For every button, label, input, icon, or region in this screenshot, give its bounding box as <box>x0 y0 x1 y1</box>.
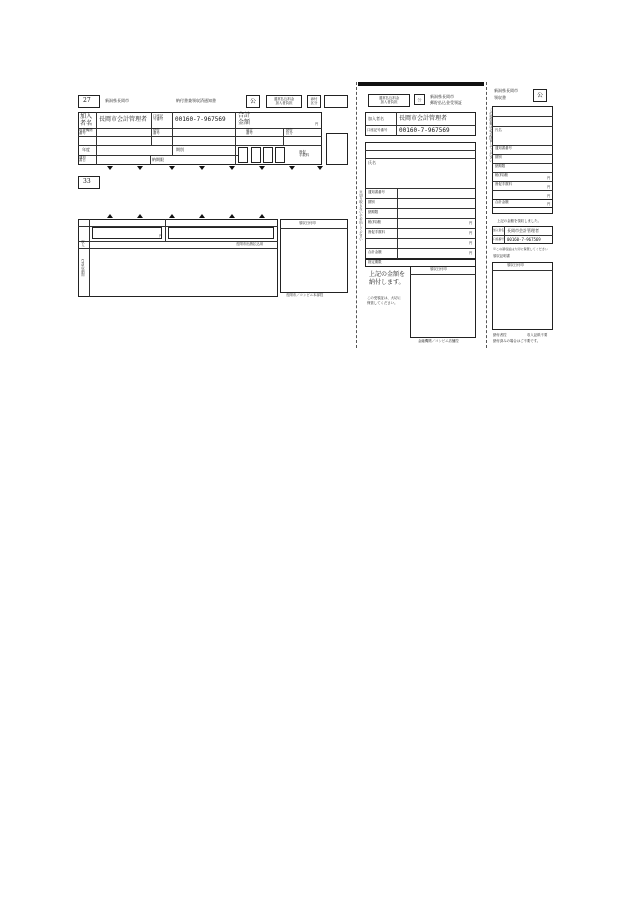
stub-cvs-label: CVS収納用 <box>80 259 85 277</box>
mid-detail-table <box>365 142 476 259</box>
stub-yen: 円 <box>159 234 163 238</box>
top-bar <box>358 82 484 86</box>
mid-receipt-stamp-box <box>410 266 476 338</box>
paid-msg-1: 上記の金額を <box>369 271 406 278</box>
mid-fee-badge: 通常払込料金 加入者負担 <box>368 94 410 107</box>
right-table <box>492 106 553 214</box>
right-payee-name: 長岡市会計管理者 <box>507 228 539 233</box>
mid-public-mark: 公 <box>414 94 425 105</box>
right-payee-label: 加入者名 <box>493 228 504 232</box>
mid-row-due: 納期限 <box>368 210 379 214</box>
right-row-notice: 通知書番号 <box>495 146 512 150</box>
due-date-label: 納期限 <box>152 157 164 162</box>
right-name-label: 氏名 <box>495 128 502 132</box>
mid-row-deadline: 指定期限 <box>368 260 382 264</box>
right-title: 領収書 <box>494 95 506 100</box>
issuer: 新潟県長岡市 <box>105 98 129 103</box>
mid-yen-1: 円 <box>469 221 473 225</box>
mid-payee-name: 長岡市会計管理者 <box>399 115 448 122</box>
account-number: 00160-7-967569 <box>175 116 226 123</box>
mid-side-note: ※切り取らないでお出しください <box>358 190 363 241</box>
right-footer-3: 納付済みの場合はご不要です。 <box>493 339 541 343</box>
mid-row-installment: 期別 <box>368 200 375 204</box>
right-row-installment: 期別 <box>495 155 502 159</box>
right-receipt-stamp-box <box>492 262 553 330</box>
mid-name-label: 氏名 <box>368 160 376 165</box>
right-public-mark: 公 <box>533 89 547 102</box>
perforation-left <box>356 82 357 348</box>
mid-row-tax: 税(料)額 <box>368 220 381 224</box>
mid-yen-3: 円 <box>469 241 473 245</box>
mid-yen-4: 円 <box>469 251 473 255</box>
public-mark: 公 <box>246 95 260 108</box>
attach-badge: 添付 区分 <box>307 95 321 108</box>
right-yen-3: 円 <box>547 194 551 198</box>
mid-footer: 金融機関／コンビニ店舗控 <box>418 339 459 343</box>
installment-label: 期別 <box>176 147 184 152</box>
right-row-fee: 督促手数料 <box>495 182 512 186</box>
mid-account-number: 00160-7-967569 <box>399 127 450 134</box>
survey-no-label: 調定 番号 <box>246 128 253 136</box>
stub-bank-label: 長岡市出納払込用 <box>236 242 264 246</box>
mid-payee-label: 加入者名 <box>368 116 384 121</box>
right-receipt-stamp-label: 領収日付印 <box>507 263 524 267</box>
mid-row-notice: 通知書番号 <box>368 190 385 194</box>
total-label: 合計 金額 <box>238 112 251 126</box>
right-side-vertical: この領収書は必ず保管してください <box>488 108 493 163</box>
right-row-total: 合計金額 <box>495 200 509 204</box>
notice-date-label: 通知 書日 <box>79 155 86 163</box>
bank-code-label: 取扱機関 番号 <box>79 128 93 136</box>
right-note-2: 領収証明書 <box>493 254 510 258</box>
stub-side-label: 収入 <box>80 240 85 247</box>
attach-box <box>324 95 348 108</box>
acct-label: 口座記 号番号 <box>153 114 164 122</box>
right-acct-label: 口座番号 <box>493 237 504 241</box>
form-title: 納付書兼領収済通知書 <box>176 98 216 103</box>
right-note-1: ※この領収証は大切に保管してください <box>493 247 548 251</box>
right-issuer: 新潟県長岡市 <box>494 88 518 93</box>
left-receipt-stamp-box <box>280 219 348 293</box>
left-fee-place: 長岡市／コンビニ本部控 <box>286 293 324 297</box>
right-row-due: 納期限 <box>495 164 506 168</box>
right-row-tax: 税(料)額 <box>495 173 508 177</box>
fee-badge: 通常払込料金 加入者負担 <box>266 95 302 108</box>
mid-receipt-stamp-label: 領収日付印 <box>430 267 447 271</box>
payee-label-1: 加入者名 <box>80 113 93 127</box>
mid-small-note-1: この受領証は、大切に <box>367 296 401 300</box>
perforation-right <box>486 82 487 348</box>
mid-subtitle: 郵貯払込金受領証 <box>430 100 462 105</box>
right-yen-2: 円 <box>547 185 551 189</box>
fiscal-year-label: 年度 <box>82 147 90 152</box>
right-yen-total: 円 <box>547 202 551 206</box>
pay-cat-label: 納付 区分 <box>286 128 293 136</box>
total-yen: 円 <box>315 122 319 126</box>
right-side-box <box>326 133 348 165</box>
right-receipt-msg: 上記の金額を領収しました。 <box>497 219 542 223</box>
right-yen-1: 円 <box>547 176 551 180</box>
left-receipt-stamp-label: 領収日付印 <box>299 221 316 225</box>
form-number-top-text: 27 <box>83 97 91 104</box>
payment-no-label: 納付 番号 <box>153 128 160 136</box>
form-number-bottom-text: 33 <box>83 178 91 185</box>
right-footer-1: 納付者控 <box>493 333 507 337</box>
right-account-number: 00160-7-967569 <box>507 237 541 242</box>
right-footer-2: 収入証紙不要 <box>527 333 548 337</box>
fee-label: 督促 手数料 <box>299 150 310 158</box>
paid-msg-2: 納付します。 <box>369 279 405 286</box>
mid-acct-label: 口座記号番号 <box>367 128 388 132</box>
payee-name: 長岡市会計管理者 <box>99 116 148 123</box>
mid-issuer: 新潟県長岡市 <box>430 94 454 99</box>
mid-row-total: 合計金額 <box>368 250 382 254</box>
mid-small-note-2: 保管してください。 <box>367 301 398 305</box>
mid-row-fee: 督促手数料 <box>368 230 385 234</box>
mid-yen-2: 円 <box>469 231 473 235</box>
